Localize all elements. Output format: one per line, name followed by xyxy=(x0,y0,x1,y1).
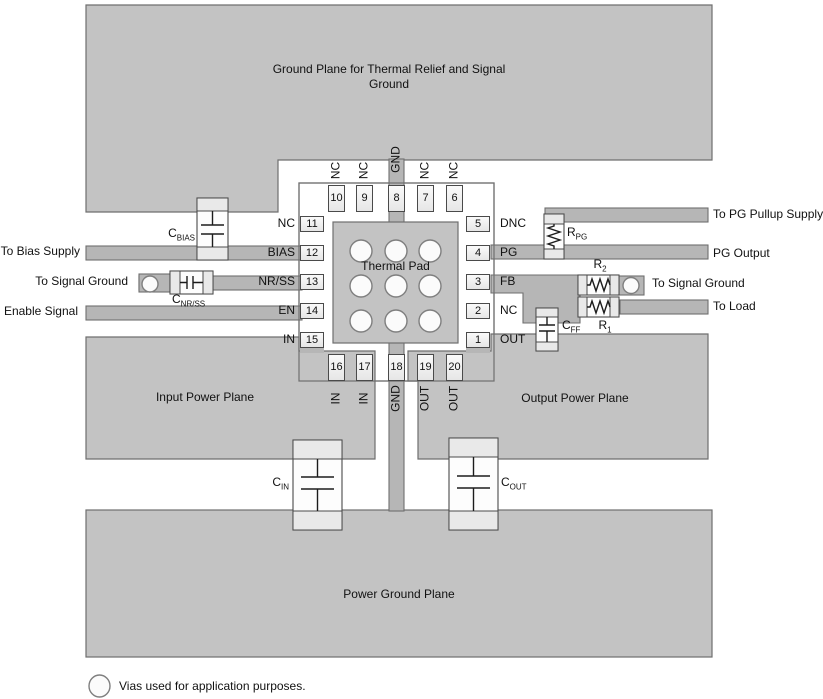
pin-pad-19: 19 xyxy=(417,354,434,381)
to-load-trace xyxy=(620,300,708,314)
pin-name-13: NR/SS xyxy=(258,274,295,288)
pin-pad-7: 7 xyxy=(417,185,434,212)
pin-pad-1: 1 xyxy=(466,332,490,348)
label-cout: $C_{OUT}$ xyxy=(501,475,527,492)
pin-pad-11: 11 xyxy=(300,216,324,232)
pin-name-14: EN xyxy=(278,303,295,317)
pin-name-4: PG xyxy=(500,245,518,259)
thermal-pad-label: Thermal Pad xyxy=(361,259,430,273)
thermal-via-icon xyxy=(385,310,407,332)
label-cin: $C_{IN}$ xyxy=(272,475,289,492)
pin-name-5: DNC xyxy=(500,216,526,230)
pin-pad-12: 12 xyxy=(300,245,324,261)
pin-pad-4: 4 xyxy=(466,245,490,261)
pg-pullup-trace xyxy=(545,208,708,222)
pin-name-1: OUT xyxy=(500,332,526,346)
pin-name-11: NC xyxy=(277,216,295,230)
capacitor-cff xyxy=(536,308,558,351)
legend-via-note: Vias used for application purposes. xyxy=(119,679,306,693)
resistor-rpg xyxy=(544,214,564,259)
pin-pad-18: 18 xyxy=(388,354,405,381)
pin-name-18: GND xyxy=(388,385,403,412)
annotation-to-load: To Load xyxy=(713,299,756,313)
pin-pad-14: 14 xyxy=(300,303,324,319)
signal-ground-via-icon xyxy=(623,278,639,294)
top-ground-plane-label-line1: Ground Plane for Thermal Relief and Signal xyxy=(272,62,506,76)
top-ground-plane-label-line2: Ground xyxy=(368,77,410,91)
pin-pad-20: 20 xyxy=(446,354,463,381)
label-r2: $R_2$ xyxy=(593,257,607,274)
pin-name-16: IN xyxy=(328,392,343,405)
thermal-via-icon xyxy=(385,275,407,297)
top-ground-plane-label xyxy=(249,62,529,92)
resistor-r2 xyxy=(578,275,619,295)
annotation-to-bias-supply: To Bias Supply xyxy=(0,244,80,258)
input-power-plane-label: Input Power Plane xyxy=(155,390,255,404)
annotation-to-signal-ground-right: To Signal Ground xyxy=(652,276,745,290)
thermal-via-icon xyxy=(350,275,372,297)
thermal-via-icon xyxy=(350,310,372,332)
legend-via-icon xyxy=(89,675,110,697)
pin-name-15: IN xyxy=(283,332,295,346)
label-cnrss: $C_{NR/SS}$ xyxy=(172,292,206,309)
pin-pad-6: 6 xyxy=(446,185,463,212)
pin-name-17: IN xyxy=(356,392,371,405)
pin-name-12: BIAS xyxy=(267,245,295,259)
power-ground-plane xyxy=(86,510,712,657)
pin-name-8: GND xyxy=(388,146,403,173)
signal-ground-via-icon xyxy=(142,276,158,292)
pin-name-20: OUT xyxy=(446,385,461,412)
pin-pad-17: 17 xyxy=(356,354,373,381)
pin-name-10: NC xyxy=(328,161,343,180)
capacitor-cin xyxy=(293,440,342,530)
pin-pad-2: 2 xyxy=(466,303,490,319)
pin-pad-3: 3 xyxy=(466,274,490,290)
pin-pad-5: 5 xyxy=(466,216,490,232)
pin-name-7: NC xyxy=(417,161,432,180)
pin-name-2: NC xyxy=(500,303,518,317)
pin-name-19: OUT xyxy=(417,385,432,412)
resistor-r1 xyxy=(578,297,619,317)
annotation-pg-output: PG Output xyxy=(713,246,770,260)
pin-pad-16: 16 xyxy=(328,354,345,381)
power-ground-plane-label: Power Ground Plane xyxy=(343,587,455,601)
label-cff: $C_{FF}$ xyxy=(562,318,581,335)
annotation-to-pg-pullup-supply: To PG Pullup Supply xyxy=(713,207,823,221)
label-r1: $R_1$ xyxy=(598,318,612,335)
pin-pad-10: 10 xyxy=(328,185,345,212)
capacitor-cout xyxy=(449,438,498,530)
pin-pad-8: 8 xyxy=(388,185,405,212)
pin-pad-15: 15 xyxy=(300,332,324,348)
output-power-plane-label: Output Power Plane xyxy=(521,391,629,405)
thermal-via-icon xyxy=(419,310,441,332)
pin-name-6: NC xyxy=(446,161,461,180)
pin-pad-9: 9 xyxy=(356,185,373,212)
label-cbias: $C_{BIAS}$ xyxy=(168,226,195,243)
pin-name-3: FB xyxy=(500,274,516,288)
pin-pad-13: 13 xyxy=(300,274,324,290)
annotation-enable-signal: Enable Signal xyxy=(3,304,78,318)
label-rpg: $R_{PG}$ xyxy=(567,225,588,242)
pin-name-9: NC xyxy=(356,161,371,180)
thermal-via-icon xyxy=(419,275,441,297)
annotation-to-signal-ground-left: To Signal Ground xyxy=(35,274,128,288)
